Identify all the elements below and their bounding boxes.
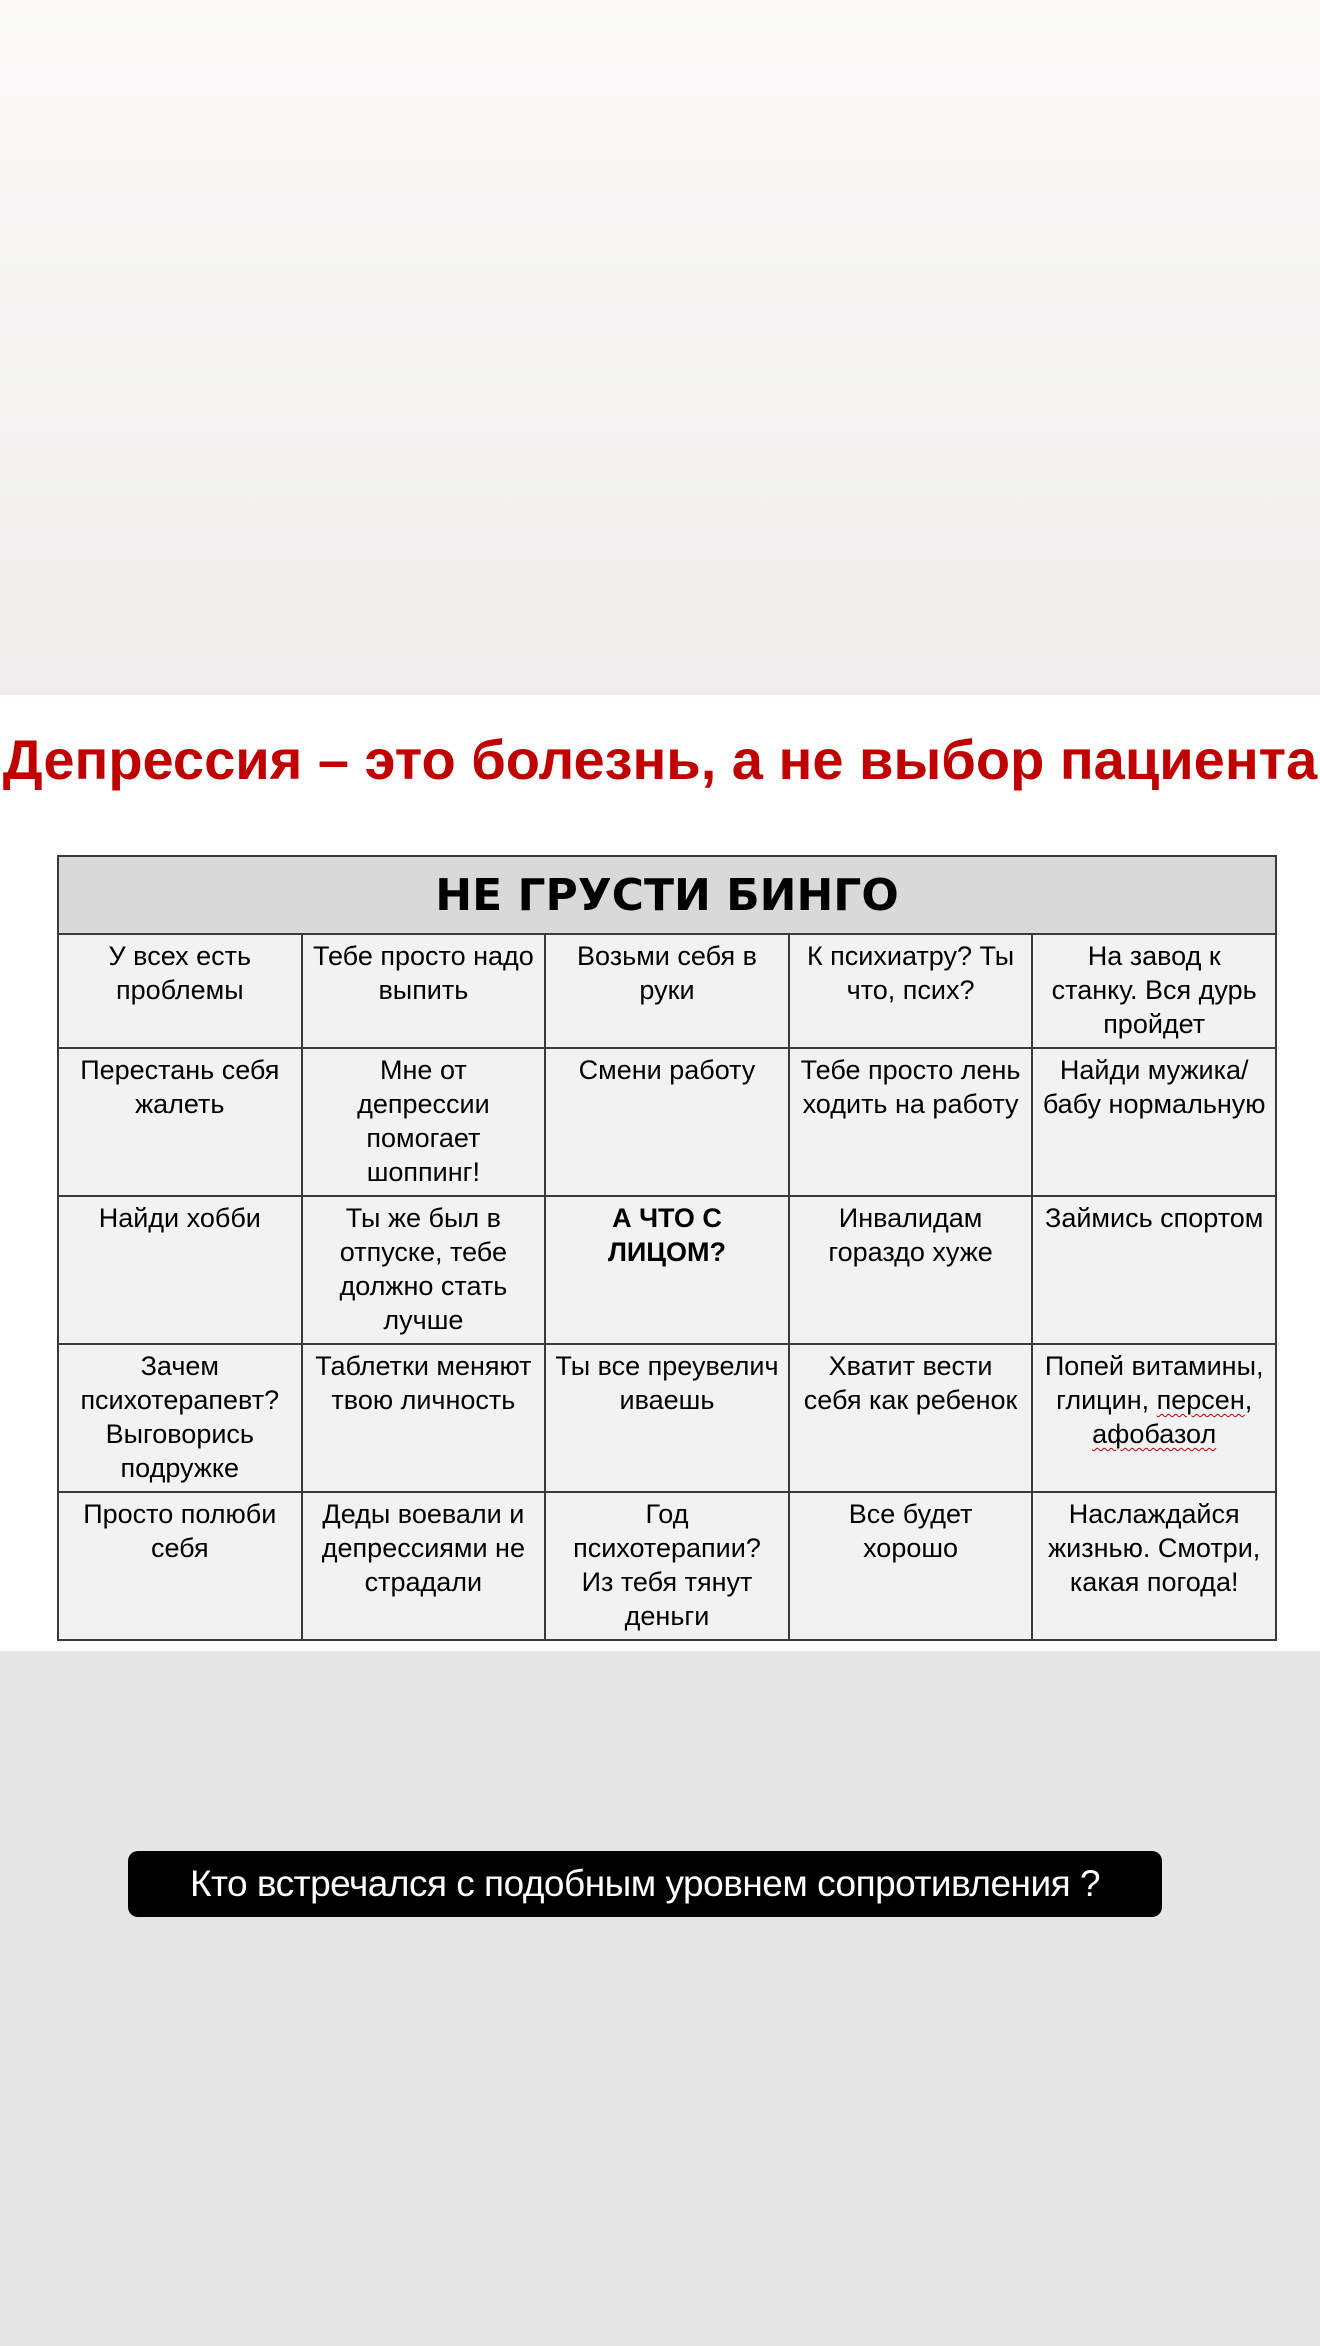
bingo-cell: Таблетки меняют твою личность [302,1344,546,1492]
bingo-cell: Тебе просто лень ходить на работу [789,1048,1033,1196]
bingo-cell: Смени работу [545,1048,789,1196]
bingo-table [57,855,1277,1641]
cell-text-part: Попей витамины, глицин, [1044,1351,1264,1415]
bingo-cell: Ты же был в отпуске, тебе должно стать лучше [302,1196,546,1344]
bingo-row [58,934,1276,1048]
bingo-cell: Мне от депрессии помогает шоппинг! [302,1048,546,1196]
bingo-cell: Наслаждайся жизнью. Смотри, какая погода! [1032,1492,1276,1640]
bingo-cell: Просто полюби себя [58,1492,302,1640]
bingo-cell: Ты все преувеличиваешь [545,1344,789,1492]
bingo-cell: К психиатру? Ты что, псих? [789,934,1033,1048]
bingo-row [58,1492,1276,1640]
bingo-cell: Год психотерапии? Из тебя тянут деньги [545,1492,789,1640]
bingo-cell: Займись спортом [1032,1196,1276,1344]
story-question-caption: Кто встречался с подобным уровнем сопротивления ? [128,1851,1162,1917]
spellcheck-word: персен [1156,1385,1245,1415]
slide-headline: Депрессия – это болезнь, а не выбор пациента [2,728,1318,791]
bingo-cell [1032,1344,1276,1492]
bingo-cell: У всех есть проблемы [58,934,302,1048]
bingo-cell: Возьми себя в руки [545,934,789,1048]
bingo-title: НЕ ГРУСТИ БИНГО [58,856,1276,934]
bingo-row [58,1344,1276,1492]
bingo-row [58,1196,1276,1344]
story-top-background [0,0,1320,695]
bingo-cell: Хватит вести себя как ребенок [789,1344,1033,1492]
bingo-cell: Все будет хорошо [789,1492,1033,1640]
bingo-cell: Тебе просто надо выпить [302,934,546,1048]
bingo-cell: Найди хобби [58,1196,302,1344]
bingo-cell: Найди мужика/бабу нормальную [1032,1048,1276,1196]
bingo-row [58,1048,1276,1196]
bingo-cell: На завод к станку. Вся дурь пройдет [1032,934,1276,1048]
bingo-cell: Зачем психотерапевт? Выговорись подружке [58,1344,302,1492]
cell-text-part: , [1244,1385,1253,1415]
spellcheck-word: афобазол [1092,1419,1217,1449]
bingo-cell: Перестань себя жалеть [58,1048,302,1196]
story-bottom-background [0,1651,1320,2346]
bingo-center-cell: А ЧТО С ЛИЦОМ? [545,1196,789,1344]
bingo-cell: Инвалидам гораздо хуже [789,1196,1033,1344]
bingo-cell: Деды воевали и депрессиями не страдали [302,1492,546,1640]
